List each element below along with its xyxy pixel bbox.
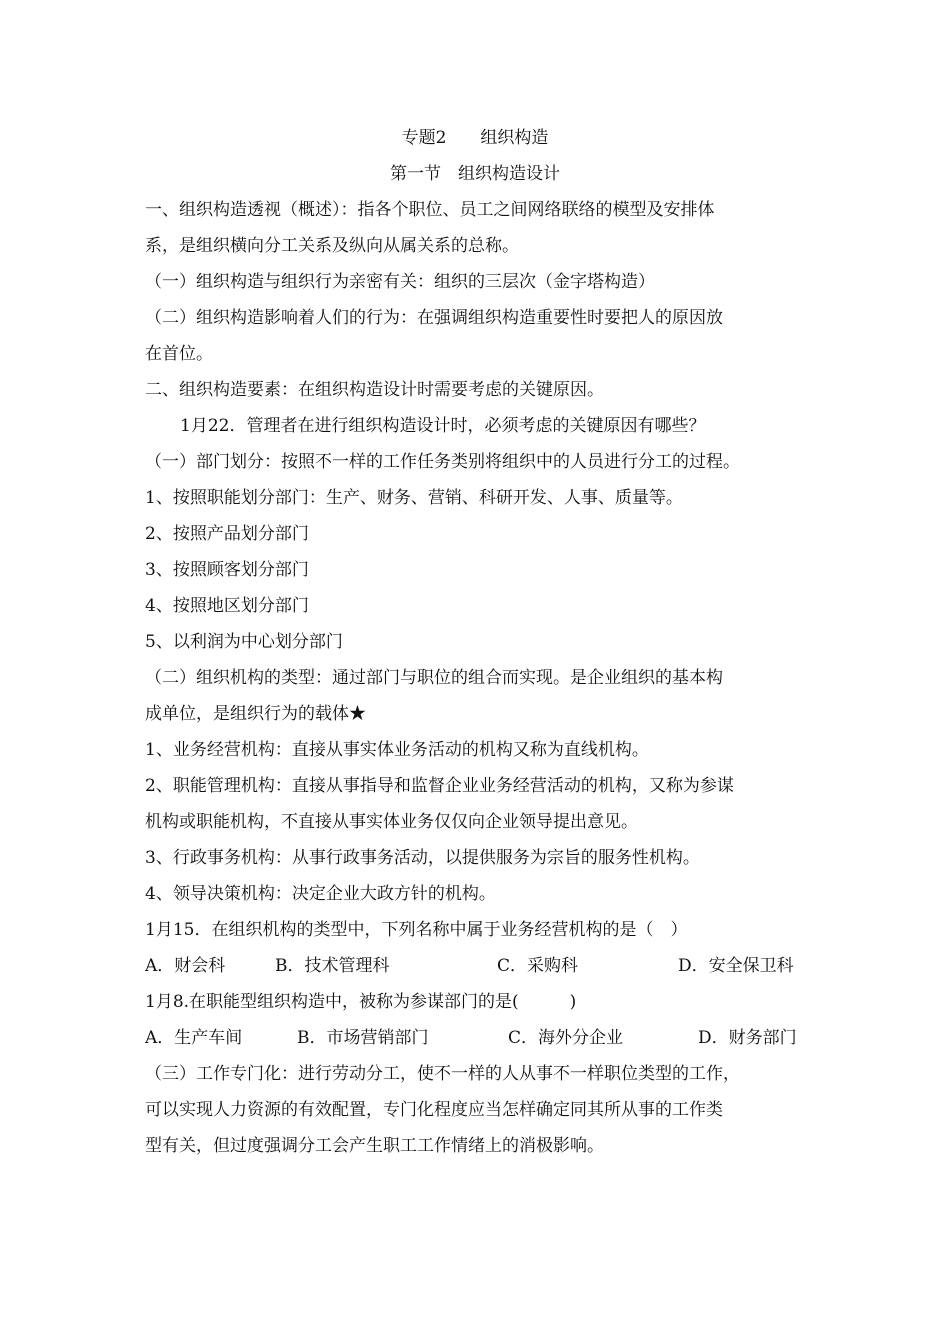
list-item: 4、领导决策机构：决定企业大政方针的机构。 (145, 884, 496, 904)
question-line: 1月8.在职能型组织构造中，被称为参谋部门的是( ) (145, 992, 577, 1012)
text-line: 在首位。 (145, 344, 213, 364)
list-item: 5、以利润为中心划分部门 (145, 632, 343, 652)
text-line: 机构或职能机构，不直接从事实体业务仅仅向企业领导提出意见。 (145, 812, 638, 832)
list-item: 2、按照产品划分部门 (145, 524, 309, 544)
text-line: 系，是组织横向分工关系及纵向从属关系的总称。 (145, 236, 519, 256)
section-title: 第一节 组织构造设计 (390, 164, 560, 184)
text-line: 二、组织构造要素：在组织构造设计时需要考虑的关键原因。 (145, 380, 604, 400)
option-c: C．海外分企业 (508, 1028, 624, 1048)
question-line: 1月22．管理者在进行组织构造设计时，必须考虑的关键原因有哪些？ (180, 416, 706, 436)
text-line: （一）部门划分：按照不一样的工作任务类别将组织中的人员进行分工的过程。 (145, 452, 740, 472)
option-b: B．市场营销部门 (297, 1028, 429, 1048)
option-d: D．财务部门 (698, 1028, 797, 1048)
text-line: 一、组织构造透视（概述）：指各个职位、员工之间网络联络的模型及安排体 (145, 200, 715, 220)
list-item: 3、按照顾客划分部门 (145, 560, 309, 580)
question-line: 1月15．在组织机构的类型中，下列名称中属于业务经营机构的是（ ） (145, 920, 688, 940)
option-c: C．采购科 (497, 956, 579, 976)
list-item: 2、职能管理机构：直接从事指导和监督企业业务经营活动的机构，又称为参谋 (145, 776, 734, 796)
option-b: B．技术管理科 (275, 956, 390, 976)
list-item: 1、业务经营机构：直接从事实体业务活动的机构又称为直线机构。 (145, 740, 649, 760)
text-line: （二）组织构造影响着人们的行为：在强调组织构造重要性时要把人的原因放 (145, 308, 723, 328)
option-a: A．生产车间 (145, 1028, 243, 1048)
page-title: 专题2 组织构造 (401, 128, 549, 148)
text-line: 型有关，但过度强调分工会产生职工工作情绪上的消极影响。 (145, 1136, 604, 1156)
text-line: 成单位，是组织行为的载体★ (145, 704, 366, 724)
text-line: （一）组织构造与组织行为亲密有关：组织的三层次（金字塔构造） (145, 272, 655, 292)
option-a: A．财会科 (145, 956, 226, 976)
list-item: 4、按照地区划分部门 (145, 596, 309, 616)
list-item: 3、行政事务机构：从事行政事务活动，以提供服务为宗旨的服务性机构。 (145, 848, 700, 868)
text-line: 可以实现人力资源的有效配置，专门化程度应当怎样确定同其所从事的工作类 (145, 1100, 723, 1120)
list-item: 1、按照职能划分部门：生产、财务、营销、科研开发、人事、质量等。 (145, 488, 683, 508)
text-line: （二）组织机构的类型：通过部门与职位的组合而实现。是企业组织的基本构 (145, 668, 723, 688)
option-d: D．安全保卫科 (678, 956, 794, 976)
text-line: （三）工作专门化：进行劳动分工，使不一样的人从事不一样职位类型的工作， (145, 1064, 740, 1084)
